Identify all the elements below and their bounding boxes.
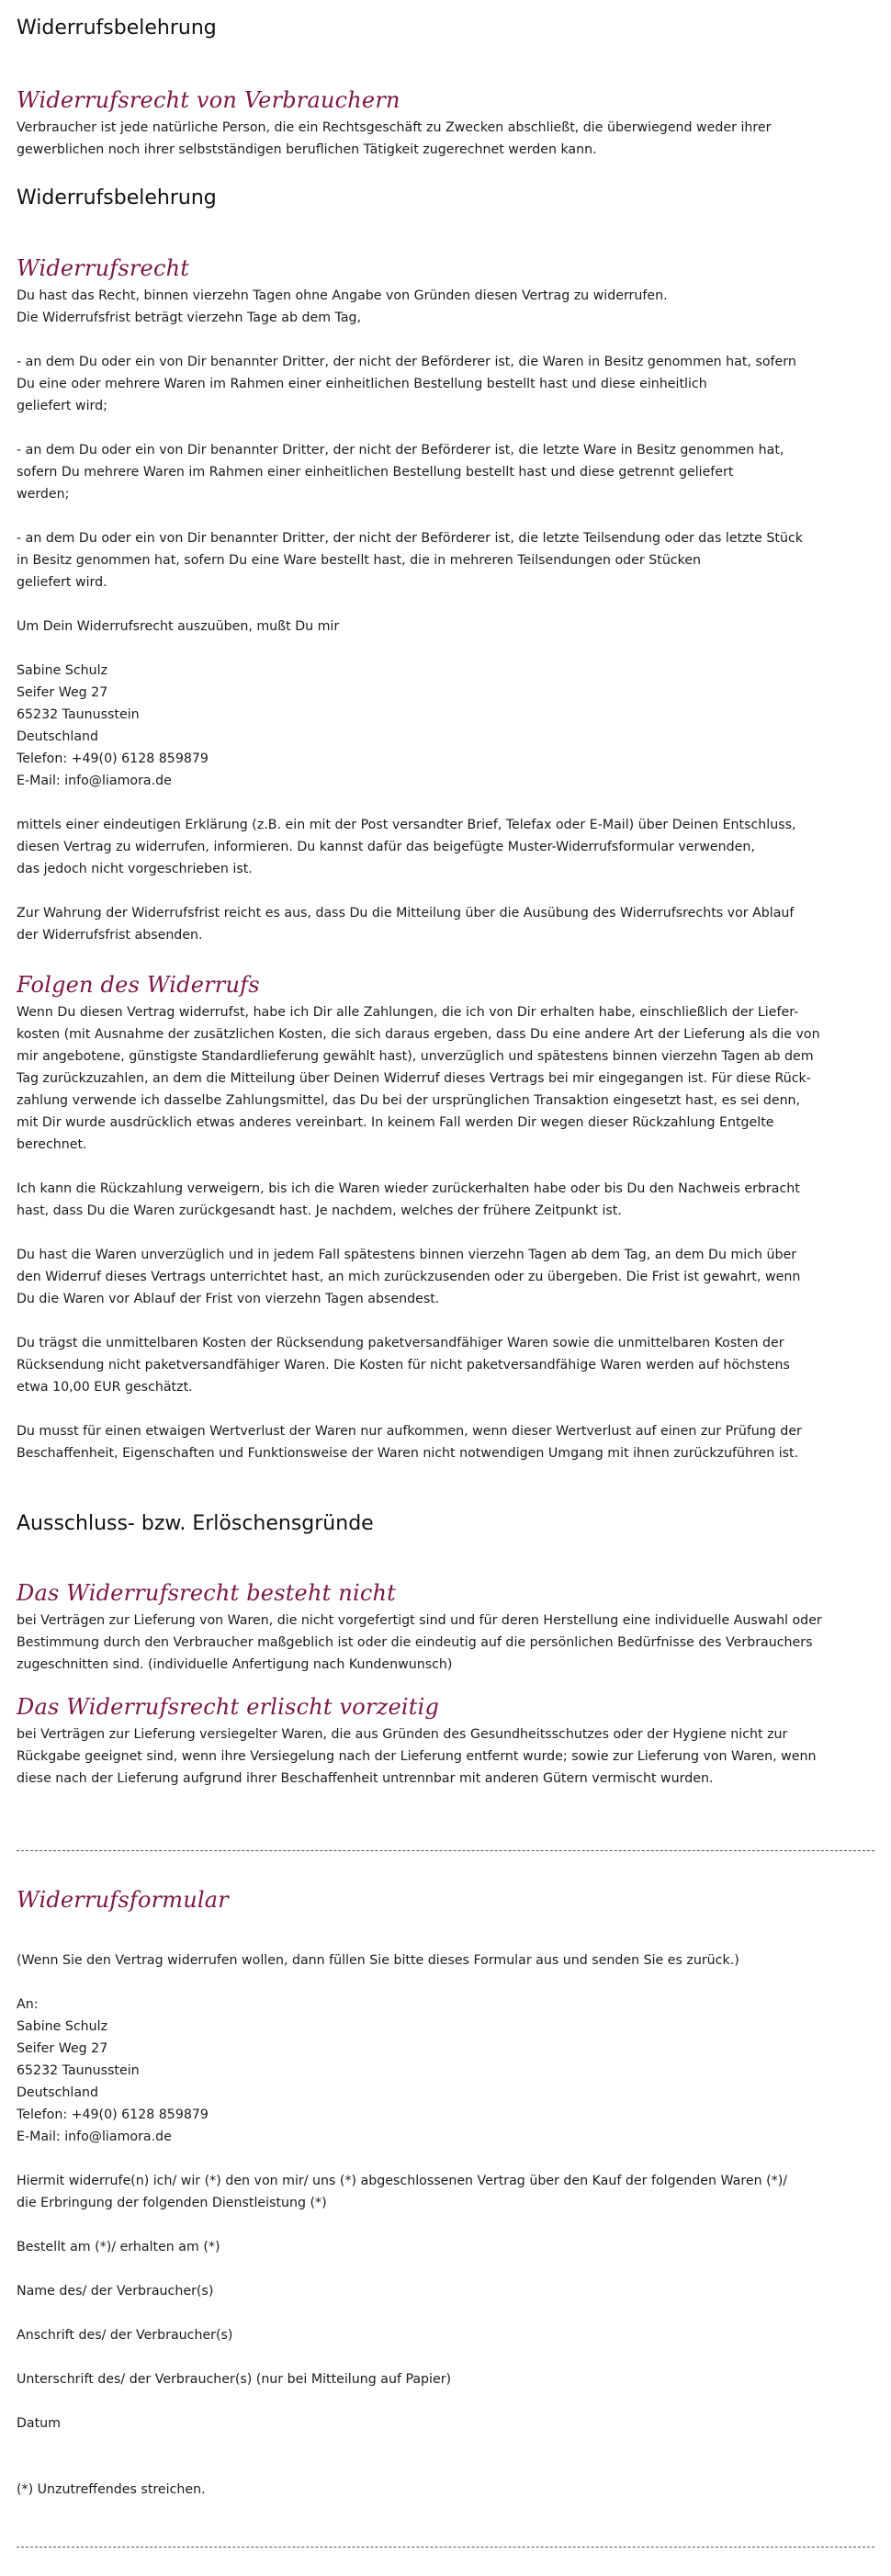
text-line: die Erbringung der folgenden Dienstleistung (*) [17, 2196, 327, 2210]
text-line: bei Verträgen zur Lieferung von Waren, die nicht vorgefertigt sind und für deren Herstellung eine individuelle Auswahl oder [17, 1613, 822, 1628]
text-line: Du musst für einen etwaigen Wertverlust der Waren nur aufkommen, wenn dieser Wertverlust auf einen zur Prüfung der [17, 1424, 802, 1439]
section-heading-formular: Widerrufsformular [17, 1887, 229, 1913]
text-line: Bestellt am (*)/ erhalten am (*) [17, 2240, 220, 2254]
folgen-paragraph-2 [17, 1178, 880, 1222]
text-line: - an dem Du oder ein von Dir benannter Dritter, der nicht der Beförderer ist, die letzte Teilsendung oder das letzte Stück [17, 531, 803, 546]
formular-statement [17, 2170, 880, 2214]
formular-address [17, 2324, 880, 2346]
text-line: den Widerruf dieses Vertrags unterrichtet hast, an mich zurückzusenden oder zu übergeben. Die Frist ist gewahrt, wenn [17, 1270, 801, 1284]
text-line: diese nach der Lieferung aufgrund ihrer Beschaffenheit untrennbar mit anderen Gütern vermischt wurden. [17, 1771, 714, 1786]
text-line: kosten (mit Ausnahme der zusätzlichen Kosten, die sich daraus ergeben, dass Du eine andere Art der Lieferung als die von [17, 1027, 820, 1042]
folgen-paragraph-3 [17, 1244, 880, 1310]
text-line: geliefert wird. [17, 575, 107, 590]
widerrufsrecht-intro [17, 285, 880, 329]
address-country: Deutschland [17, 729, 99, 744]
text-line: Name des/ der Verbraucher(s) [17, 2284, 214, 2299]
folgen-paragraph-4 [17, 1332, 880, 1398]
dashed-divider-bottom [17, 2547, 874, 2548]
text-line: zahlung verwende ich dasselbe Zahlungsmittel, das Du bei der ursprünglichen Transaktion eingesetzt hast, es sei denn, [17, 1093, 801, 1108]
address-city: 65232 Taunusstein [17, 707, 140, 722]
text-line: Hiermit widerrufe(n) ich/ wir (*) den von mir/ uns (*) abgeschlossenen Vertrag über den Kauf der folgenden Waren (*)/ [17, 2174, 788, 2188]
text-line: Um Dein Widerrufsrecht auszuüben, mußt Du mir [17, 619, 340, 634]
text-line: Ich kann die Rückzahlung verweigern, bis ich die Waren wieder zurückerhalten habe oder bis Du den Nachweis erbracht [17, 1181, 800, 1196]
text-line: werden; [17, 487, 70, 502]
text-line: Du die Waren vor Ablauf der Frist von vierzehn Tagen absendest. [17, 1292, 440, 1306]
text-line: - an dem Du oder ein von Dir benannter Dritter, der nicht der Beförderer ist, die letzte Ware in Besitz genommen hat, [17, 443, 784, 458]
text-line: Rücksendung nicht paketversandfähiger Waren. Die Kosten für nicht paketversandfähige Waren werden auf höchstens [17, 1358, 790, 1373]
text-line: mir angebotene, günstigste Standardlieferung gewählt hast), unverzüglich und spätestens binnen vierzehn Tagen ab dem [17, 1049, 814, 1064]
address-email: E-Mail: info@liamora.de [17, 2130, 172, 2144]
text-line: das jedoch nicht vorgeschrieben ist. [17, 862, 253, 876]
section-heading-besteht-nicht: Das Widerrufsrecht besteht nicht [17, 1580, 396, 1606]
text-line: Du trägst die unmittelbaren Kosten der Rücksendung paketversandfähiger Waren sowie die unmittelbaren Kosten der [17, 1336, 784, 1350]
formular-date [17, 2412, 880, 2435]
text-line: Anschrift des/ der Verbraucher(s) [17, 2328, 233, 2343]
verbraucher-text [17, 117, 880, 161]
section-title-widerrufsbelehrung: Widerrufsbelehrung [17, 186, 217, 209]
folgen-paragraph-5 [17, 1420, 880, 1464]
text-line: zugeschnitten sind. (individuelle Anfertigung nach Kundenwunsch) [17, 1657, 453, 1672]
formular-recipient [17, 1994, 880, 2148]
formular-intro [17, 1949, 880, 1972]
section-title-ausschluss: Ausschluss- bzw. Erlöschensgründe [17, 1512, 374, 1535]
text-line: Beschaffenheit, Eigenschaften und Funktionsweise der Waren nicht notwendigen Umgang mit ihnen zurückzuführen ist. [17, 1446, 799, 1461]
address-street: Seifer Weg 27 [17, 2041, 108, 2056]
text-line: geliefert wird; [17, 399, 107, 413]
text-line: (*) Unzutreffendes streichen. [17, 2482, 206, 2497]
address-phone: Telefon: +49(0) 6128 859879 [17, 751, 209, 766]
text-line: sofern Du mehrere Waren im Rahmen einer einheitlichen Bestellung bestellt hast und diese getrennt geliefert [17, 465, 734, 480]
folgen-paragraph-1 [17, 1001, 880, 1156]
widerrufsrecht-case-3 [17, 527, 880, 593]
text-line: Du hast die Waren unverzüglich und in jedem Fall spätestens binnen vierzehn Tagen ab dem Tag, an dem Du mich über [17, 1248, 797, 1262]
formular-name [17, 2280, 880, 2302]
text-line: gewerblichen noch ihrer selbstständigen beruflichen Tätigkeit zugerechnet werden kann. [17, 142, 597, 157]
widerrufsrecht-declaration [17, 814, 880, 880]
formular-ordered [17, 2236, 880, 2258]
address-name: Sabine Schulz [17, 2019, 108, 2034]
text-line: Unterschrift des/ der Verbraucher(s) (nur bei Mitteilung auf Papier) [17, 2372, 452, 2387]
text-line: bei Verträgen zur Lieferung versiegelter Waren, die aus Gründen des Gesundheitsschutzes oder der Hygiene nicht zur [17, 1727, 788, 1742]
text-line: Zur Wahrung der Widerrufsfrist reicht es aus, dass Du die Mitteilung über die Ausübung des Widerrufsrechts vor Ablauf [17, 906, 795, 921]
text-line: berechnet. [17, 1137, 87, 1152]
text-line: Rückgabe geeignet sind, wenn ihre Versiegelung nach der Lieferung entfernt wurde; sowie zur Lieferung von Waren, wenn [17, 1749, 817, 1764]
formular-signature [17, 2368, 880, 2390]
text-line: mit Dir wurde ausdrücklich etwas anderes vereinbart. In keinem Fall werden Dir wegen dieser Rückzahlung Entgelte [17, 1115, 774, 1130]
text-line: - an dem Du oder ein von Dir benannter Dritter, der nicht der Beförderer ist, die Waren in Besitz genommen hat, sofern [17, 355, 796, 369]
text-line: Verbraucher ist jede natürliche Person, die ein Rechtsgeschäft zu Zwecken abschließt, die überwiegend weder ihrer [17, 120, 772, 135]
address-email: E-Mail: info@liamora.de [17, 774, 172, 788]
section-heading-verbraucher: Widerrufsrecht von Verbrauchern [17, 87, 400, 113]
widerrufsrecht-deadline [17, 902, 880, 946]
section-heading-widerrufsrecht: Widerrufsrecht [17, 255, 190, 281]
section-heading-erlischt: Das Widerrufsrecht erlischt vorzeitig [17, 1694, 440, 1720]
text-line: Tag zurückzuzahlen, an dem die Mitteilung über Deinen Widerruf dieses Vertrags bei mir eingegangen ist. Für diese Rück- [17, 1071, 811, 1086]
address-street: Seifer Weg 27 [17, 685, 108, 700]
text-line: Bestimmung durch den Verbraucher maßgeblich ist oder die eindeutig auf die persönlichen Bedürfnisse des Verbrauchers [17, 1635, 813, 1650]
address-name: Sabine Schulz [17, 663, 108, 678]
address-phone: Telefon: +49(0) 6128 859879 [17, 2107, 209, 2122]
recipient-label: An: [17, 1997, 39, 2012]
text-line: (Wenn Sie den Vertrag widerrufen wollen, dann füllen Sie bitte dieses Formular aus und senden Sie es zurück.) [17, 1953, 739, 1968]
text-line: Du eine oder mehrere Waren im Rahmen einer einheitlichen Bestellung bestellt hast und diese einheitlich [17, 377, 707, 391]
section-heading-folgen: Folgen des Widerrufs [17, 972, 260, 998]
page-title: Widerrufsbelehrung [17, 17, 217, 40]
text-line: Du hast das Recht, binnen vierzehn Tagen ohne Angabe von Gründen diesen Vertrag zu widerrufen. [17, 288, 668, 303]
text-line: mittels einer eindeutigen Erklärung (z.B. ein mit der Post versandter Brief, Telefax oder E-Mail) über Deinen Entschluss, [17, 818, 796, 832]
text-line: hast, dass Du die Waren zurückgesandt hast. Je nachdem, welches der frühere Zeitpunkt ist. [17, 1203, 622, 1218]
widerrufsrecht-exercise [17, 616, 880, 638]
text-line: in Besitz genommen hat, sofern Du eine Ware bestellt hast, die in mehreren Teilsendungen oder Stücken [17, 553, 702, 568]
text-line: Wenn Du diesen Vertrag widerrufst, habe ich Dir alle Zahlungen, die ich von Dir erhalten habe, einschließlich der Liefer- [17, 1005, 799, 1020]
text-line: Die Widerrufsfrist beträgt vierzehn Tage ab dem Tag, [17, 311, 362, 325]
text-line: Datum [17, 2416, 61, 2431]
address-city: 65232 Taunusstein [17, 2063, 140, 2078]
text-line: der Widerrufsfrist absenden. [17, 928, 203, 943]
widerrufsrecht-case-2 [17, 439, 880, 505]
erlischt-text [17, 1723, 880, 1790]
widerrufsrecht-case-1 [17, 351, 880, 417]
text-line: etwa 10,00 EUR geschätzt. [17, 1380, 193, 1395]
dashed-divider [17, 1850, 874, 1851]
formular-footnote [17, 2479, 880, 2501]
address-country: Deutschland [17, 2085, 99, 2100]
besteht-nicht-text [17, 1610, 880, 1676]
text-line: diesen Vertrag zu widerrufen, informieren. Du kannst dafür das beigefügte Muster-Widerrufsformular verwenden, [17, 840, 755, 854]
seller-address [17, 660, 880, 792]
